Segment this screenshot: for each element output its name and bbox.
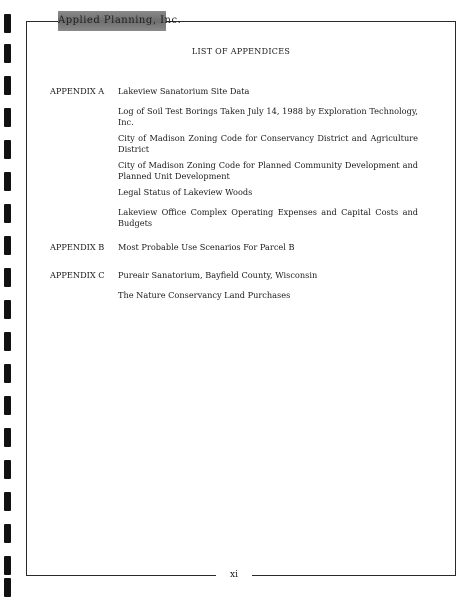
binder-hole (4, 396, 11, 415)
appendix-a-label: APPENDIX A (50, 86, 105, 96)
page-title: LIST OF APPENDICES (191, 47, 291, 56)
binder-hole (4, 300, 11, 319)
appendix-a-entry-5: Legal Status of Lakeview Woods (118, 187, 253, 197)
binder-hole (4, 140, 11, 159)
binder-hole (4, 492, 11, 511)
binder-hole (4, 236, 11, 255)
appendix-c-label: APPENDIX C (50, 270, 105, 280)
binder-hole (4, 332, 11, 351)
binder-hole (4, 268, 11, 287)
binder-hole (4, 44, 11, 63)
binder-hole (4, 14, 11, 33)
appendix-a-entry-3: City of Madison Zoning Code for Conservancy District and Agriculture District (118, 133, 418, 154)
appendix-a-entry-4: City of Madison Zoning Code for Planned Community Development and Planned Unit Development (118, 160, 418, 181)
binder-hole (4, 76, 11, 95)
binder-hole (4, 556, 11, 575)
appendix-c-entry-2: The Nature Conservancy Land Purchases (118, 290, 291, 300)
binder-hole (4, 578, 11, 597)
binder-hole (4, 428, 11, 447)
appendix-a-entry-1: Lakeview Sanatorium Site Data (118, 86, 250, 96)
binder-hole (4, 524, 11, 543)
company-stamp: Applied Planning, Inc. (58, 11, 166, 31)
binder-hole (4, 172, 11, 191)
appendix-a-entry-6: Lakeview Office Complex Operating Expenses and Capital Costs and Budgets (118, 207, 418, 228)
page-number: xi (216, 568, 252, 582)
binder-hole (4, 364, 11, 383)
appendix-c-entry-1: Pureair Sanatorium, Bayfield County, Wisconsin (118, 270, 318, 280)
appendix-a-entry-2: Log of Soil Test Borings Taken July 14, 1988 by Exploration Technology, Inc. (118, 106, 418, 127)
binder-hole (4, 460, 11, 479)
binder-holes (4, 0, 14, 599)
binder-hole (4, 108, 11, 127)
appendix-b-entry-1: Most Probable Use Scenarios For Parcel B (118, 242, 295, 252)
binder-hole (4, 204, 11, 223)
appendix-b-label: APPENDIX B (50, 242, 105, 252)
